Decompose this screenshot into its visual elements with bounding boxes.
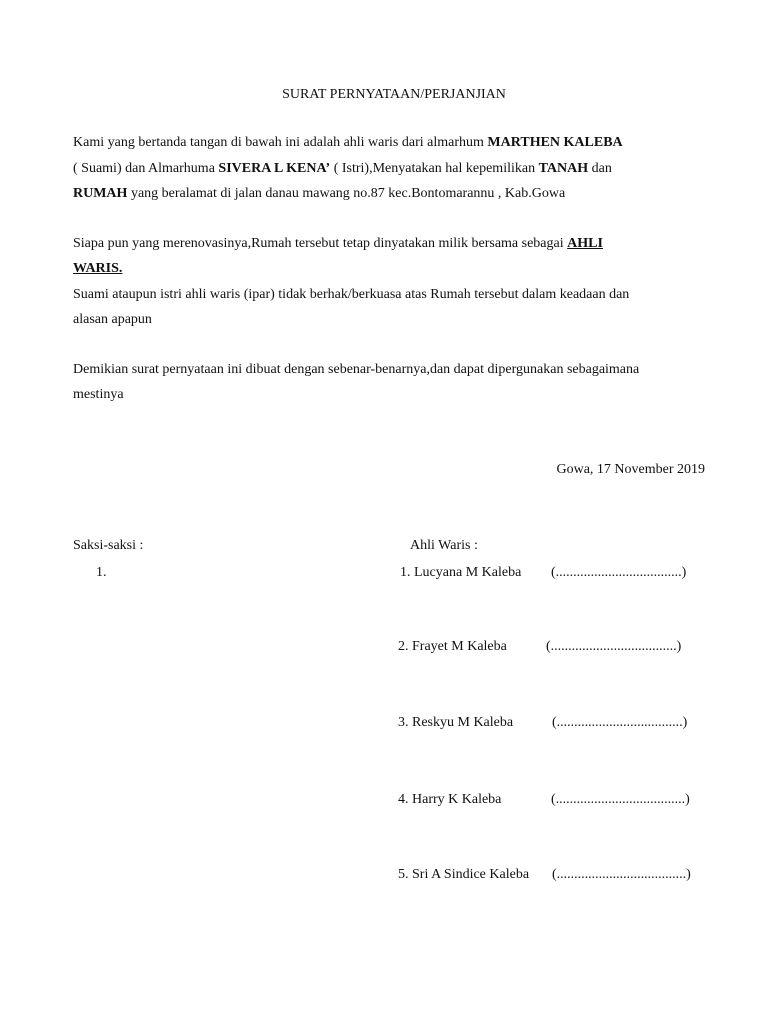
- land-keyword: TANAH: [538, 161, 589, 176]
- para1-text: ( Istri),Menyatakan hal kepemilikan: [330, 161, 539, 176]
- heir-name: 5. Sri A Sindice Kaleba: [398, 867, 530, 882]
- house-keyword: RUMAH: [73, 186, 128, 201]
- para3-line1: Demikian surat pernyataan ini dibuat dengan sebenar-benarnya,dan dapat dipergunakan sebagaimana: [73, 362, 640, 377]
- para1-text: dan: [588, 161, 612, 176]
- para2-text: Siapa pun yang merenovasinya,Rumah tersebut tetap dinyatakan milik bersama sebagai: [73, 236, 568, 251]
- signature-line: (....................................): [551, 565, 687, 580]
- heir-name: 2. Frayet M Kaleba: [398, 639, 507, 654]
- heir-name: 4. Harry K Kaleba: [398, 792, 502, 807]
- para2-line2: [73, 260, 122, 278]
- address-text: yang beralamat di jalan danau mawang no.87 kec.Bontomarannu , Kab.Gowa: [127, 186, 566, 201]
- signature-line: (.....................................): [552, 867, 691, 882]
- witnesses-label: Saksi-saksi :: [73, 538, 144, 553]
- deceased-wife-name: SIVERA L KENA’: [218, 161, 331, 176]
- para1-text: ( Suami) dan Almarhuma: [73, 161, 219, 176]
- para1-line3: [73, 185, 565, 203]
- heirs-keyword-cont: WARIS.: [73, 261, 123, 276]
- heirs-keyword: AHLI: [567, 236, 603, 251]
- para1-text: Kami yang bertanda tangan di bawah ini adalah ahli waris dari almarhum: [73, 135, 488, 150]
- heir-name: 3. Reskyu M Kaleba: [398, 715, 514, 730]
- para1-line1: [73, 134, 623, 152]
- document-title: SURAT PERNYATAAN/PERJANJIAN: [282, 87, 506, 102]
- para1-line2: [73, 160, 612, 178]
- para2-line3: Suami ataupun istri ahli waris (ipar) tidak berhak/berkuasa atas Rumah tersebut dalam keadaan dan: [73, 287, 630, 302]
- heir-name: 1. Lucyana M Kaleba: [400, 565, 522, 580]
- signature-line: (....................................): [546, 639, 682, 654]
- heirs-label: Ahli Waris :: [410, 538, 478, 553]
- para2-line4: alasan apapun: [73, 312, 152, 327]
- witness-item-1: 1.: [96, 565, 107, 580]
- place-date: Gowa, 17 November 2019: [556, 462, 705, 477]
- signature-line: (.....................................): [551, 792, 690, 807]
- para2-line1: [73, 235, 603, 253]
- para3-line2: mestinya: [73, 387, 124, 402]
- signature-line: (....................................): [552, 715, 688, 730]
- deceased-husband-name: MARTHEN KALEBA: [487, 135, 623, 150]
